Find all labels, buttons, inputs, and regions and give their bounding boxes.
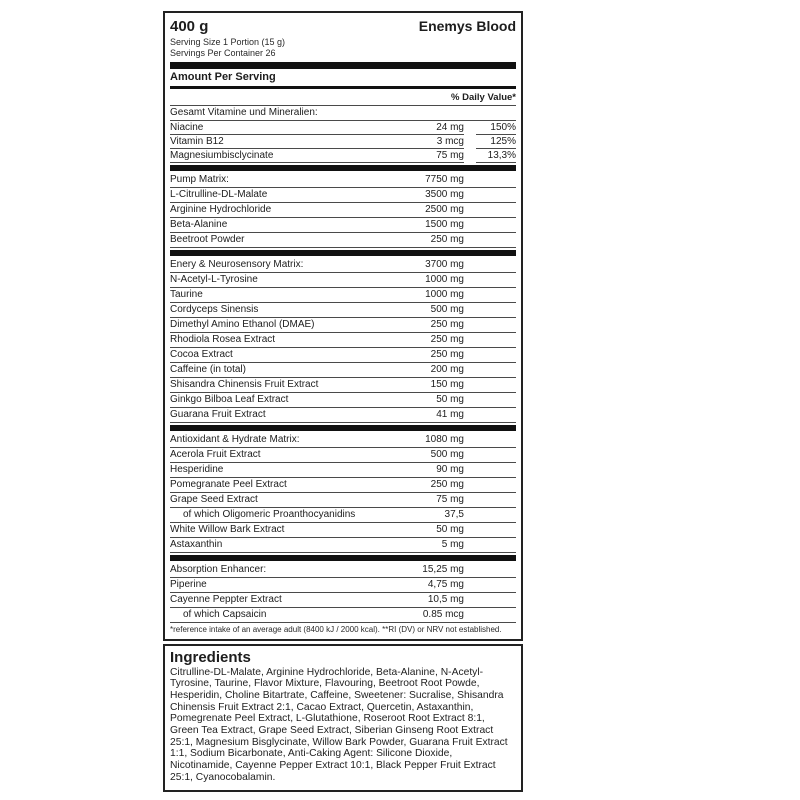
facts-row-dv: [476, 563, 516, 577]
facts-row-amount: 3700 mg: [425, 259, 464, 270]
facts-row: [170, 149, 516, 163]
facts-row: [170, 408, 516, 423]
facts-row-gap: [464, 273, 476, 287]
nutrition-facts-panel: [163, 11, 523, 641]
facts-row-name: Beta-Alanine: [170, 219, 228, 230]
facts-row-gap: [464, 563, 476, 577]
facts-row-amount: 250 mg: [430, 234, 464, 245]
facts-header: [170, 15, 516, 37]
facts-row-gap: [464, 478, 476, 492]
facts-row-gap: [464, 106, 476, 120]
facts-row-gap: [464, 408, 476, 422]
facts-row-gap: [464, 448, 476, 462]
facts-row: [170, 333, 516, 348]
facts-row-amount: 250 mg: [430, 349, 464, 360]
daily-value-header: % Daily Value*: [170, 91, 516, 106]
facts-row-gap: [464, 258, 476, 272]
divider-bar-medium: [170, 86, 516, 89]
facts-row-name: Enery & Neurosensory Matrix:: [170, 259, 304, 270]
facts-row-name: Absorption Enhancer:: [170, 564, 267, 575]
amount-per-serving-label: Amount Per Serving: [170, 71, 276, 83]
ingredients-title: Ingredients: [170, 648, 251, 666]
facts-row-gap: [464, 173, 476, 187]
facts-row-gap: [464, 433, 476, 447]
facts-row-amount: 3500 mg: [425, 189, 464, 200]
facts-row-amount: 24 mg: [394, 121, 464, 135]
facts-row-amount: 250 mg: [430, 334, 464, 345]
facts-row-amount: 4,75 mg: [427, 579, 464, 590]
facts-row-name: Antioxidant & Hydrate Matrix:: [170, 434, 300, 445]
section-divider-bar: [170, 555, 516, 561]
facts-row-name: Gesamt Vitamine und Mineralien:: [170, 107, 318, 118]
facts-row-dv: [476, 508, 516, 522]
ingredients-panel: [163, 644, 523, 792]
facts-row: [170, 318, 516, 333]
facts-row-dv: [476, 578, 516, 592]
facts-row-name: Grape Seed Extract: [170, 494, 258, 505]
product-name: Enemys Blood: [418, 18, 516, 34]
facts-row-amount: 250 mg: [430, 479, 464, 490]
facts-row-gap: [464, 393, 476, 407]
facts-row: [170, 563, 516, 578]
facts-row-name: Taurine: [170, 289, 203, 300]
facts-row-amount: 50 mg: [436, 394, 464, 405]
section-divider-bar: [170, 250, 516, 256]
facts-row-amount: 10,5 mg: [427, 594, 464, 605]
facts-row-dv: 150%: [476, 121, 516, 135]
facts-row-amount: 1080 mg: [425, 434, 464, 445]
facts-row-dv: [476, 408, 516, 422]
facts-row-gap: [464, 593, 476, 607]
facts-row: [170, 218, 516, 233]
facts-row-name: Ginkgo Bilboa Leaf Extract: [170, 394, 289, 405]
facts-row: [170, 348, 516, 363]
facts-row-gap: [464, 493, 476, 507]
facts-row-name: Guarana Fruit Extract: [170, 409, 266, 420]
facts-row-dv: [476, 378, 516, 392]
facts-row-amount: 50 mg: [436, 524, 464, 535]
facts-row-amount: 41 mg: [436, 409, 464, 420]
facts-row: [170, 538, 516, 553]
facts-row-dv: [476, 433, 516, 447]
facts-row-name: White Willow Bark Extract: [170, 524, 285, 535]
facts-row-amount: 3 mcg: [394, 135, 464, 149]
facts-row: [170, 303, 516, 318]
facts-row-name: Magnesiumbisclycinate: [170, 149, 394, 163]
facts-row-name: Vitamin B12: [170, 135, 394, 149]
reference-intake-footnote: *reference intake of an average adult (8400 kJ / 2000 kcal). **RI (DV) or NRV not established.: [170, 625, 502, 634]
net-weight: 400 g: [170, 18, 209, 35]
facts-row: [170, 273, 516, 288]
facts-row-dv: [476, 188, 516, 202]
facts-row: [170, 363, 516, 378]
facts-row-name: of which Oligomeric Proanthocyanidins: [183, 509, 356, 520]
facts-row: [170, 448, 516, 463]
section-divider-bar: [170, 165, 516, 171]
facts-row-amount: 1500 mg: [425, 219, 464, 230]
facts-row-gap: [464, 203, 476, 217]
facts-row-amount: 37,5: [444, 509, 464, 520]
servings-per-container: Servings Per Container 26: [170, 48, 276, 58]
facts-row-gap: [464, 121, 476, 135]
facts-row-gap: [464, 333, 476, 347]
facts-row-dv: [476, 478, 516, 492]
facts-row-dv: [476, 303, 516, 317]
facts-row-dv: [476, 288, 516, 302]
facts-row-dv: [476, 538, 516, 552]
facts-row-dv: [476, 318, 516, 332]
facts-row-dv: [476, 233, 516, 247]
facts-row-dv: [476, 258, 516, 272]
facts-row-name: Shisandra Chinensis Fruit Extract: [170, 379, 319, 390]
facts-rows: [170, 106, 516, 623]
facts-row-amount: [394, 106, 464, 120]
facts-row-gap: [464, 218, 476, 232]
facts-row-amount: 500 mg: [430, 449, 464, 460]
facts-row-amount: 1000 mg: [425, 289, 464, 300]
facts-row-gap: [464, 463, 476, 477]
facts-row-name: Dimethyl Amino Ethanol (DMAE): [170, 319, 315, 330]
supplement-label: [163, 11, 523, 792]
facts-row-gap: [464, 363, 476, 377]
facts-row-name: Acerola Fruit Extract: [170, 449, 261, 460]
facts-row: [170, 578, 516, 593]
facts-row: [170, 173, 516, 188]
facts-row-dv: [476, 493, 516, 507]
facts-row-dv: 13,3%: [476, 149, 516, 163]
facts-row-name: Niacine: [170, 121, 394, 135]
facts-row-amount: 90 mg: [436, 464, 464, 475]
facts-row-gap: [464, 538, 476, 552]
facts-row-gap: [464, 523, 476, 537]
facts-row: [170, 593, 516, 608]
facts-row-name: Caffeine (in total): [170, 364, 246, 375]
facts-row-dv: [476, 106, 516, 120]
facts-row: [170, 203, 516, 218]
facts-row-gap: [464, 608, 476, 622]
facts-row-name: Cayenne Peppter Extract: [170, 594, 282, 605]
serving-size: Serving Size 1 Portion (15 g): [170, 37, 286, 47]
facts-row-amount: 75 mg: [436, 494, 464, 505]
facts-row-dv: [476, 333, 516, 347]
facts-row-name: Cordyceps Sinensis: [170, 304, 259, 315]
facts-row-dv: [476, 393, 516, 407]
facts-row: [170, 121, 516, 135]
facts-row-name: N-Acetyl-L-Tyrosine: [170, 274, 258, 285]
facts-row: [170, 463, 516, 478]
facts-row-name: Astaxanthin: [170, 539, 223, 550]
section-divider-bar: [170, 425, 516, 431]
facts-row-gap: [464, 348, 476, 362]
facts-row-amount: 5 mg: [441, 539, 464, 550]
facts-row: [170, 135, 516, 149]
facts-row-name: Piperine: [170, 579, 207, 590]
facts-row: [170, 478, 516, 493]
facts-row-name: Beetroot Powder: [170, 234, 245, 245]
facts-row-name: Cocoa Extract: [170, 349, 233, 360]
facts-row-amount: 2500 mg: [425, 204, 464, 215]
facts-row-dv: [476, 593, 516, 607]
facts-row-amount: 75 mg: [394, 149, 464, 163]
facts-row-gap: [464, 508, 476, 522]
facts-row-amount: 150 mg: [430, 379, 464, 390]
facts-row-dv: [476, 608, 516, 622]
facts-row-dv: [476, 348, 516, 362]
facts-row-name: Arginine Hydrochloride: [170, 204, 272, 215]
facts-row: [170, 433, 516, 448]
facts-row-dv: [476, 218, 516, 232]
facts-row-amount: 500 mg: [430, 304, 464, 315]
facts-row-dv: [476, 363, 516, 377]
facts-row-name: of which Capsaicin: [183, 609, 267, 620]
facts-row-amount: 0.85 mcg: [422, 609, 464, 620]
facts-row-amount: 7750 mg: [425, 174, 464, 185]
facts-row-gap: [464, 149, 476, 163]
facts-row: [170, 106, 516, 121]
facts-row: [170, 188, 516, 203]
facts-row-dv: [476, 463, 516, 477]
ingredients-text: Citrulline-DL-Malate, Arginine Hydrochloride, Beta-Alanine, N-Acetyl-Tyrosine, Taurine, Flavor Mixture, Flavouring, Beetroot Root Powde, Hesperidin, Choline Bitartrate, Caffeine, Sweetener: Sucralise, Shisandra Chinensis Fruit Extract 2:1, Cacao Extract, Quercetin, Astaxanthin, Pomegrenate Peel Extract, L-Glutathione, Roseroot Root Extract 8:1, Green Tea Extract, Grape Seed Extract, Siberian Ginseng Root Extract 25:1, Magnesium Bisglycinate, Willow Bark Powder, Guarana Fruit Extract 1:1, Sodium Bicarbonate, Anti-Caking Agent: Silicone Dioxide, Nicotinamide, Cayenne Pepper Extract 10:1, Black Pepper Fruit Extract 25:1, Cyanocobalamin.: [170, 666, 508, 783]
facts-row-gap: [464, 135, 476, 149]
facts-row: [170, 523, 516, 538]
facts-row-dv: [476, 523, 516, 537]
facts-row: [170, 508, 516, 523]
facts-row-amount: 200 mg: [430, 364, 464, 375]
facts-row: [170, 493, 516, 508]
facts-row-name: Hesperidine: [170, 464, 224, 475]
facts-row-dv: 125%: [476, 135, 516, 149]
facts-row-name: Rhodiola Rosea Extract: [170, 334, 276, 345]
facts-row-amount: 250 mg: [430, 319, 464, 330]
divider-bar-thick: [170, 62, 516, 69]
facts-row-dv: [476, 448, 516, 462]
facts-row-dv: [476, 273, 516, 287]
facts-row: [170, 378, 516, 393]
facts-row-dv: [476, 173, 516, 187]
facts-row-name: Pomegranate Peel Extract: [170, 479, 287, 490]
facts-row-gap: [464, 378, 476, 392]
facts-row: [170, 393, 516, 408]
facts-row-gap: [464, 188, 476, 202]
facts-row-gap: [464, 578, 476, 592]
facts-row-name: Pump Matrix:: [170, 174, 229, 185]
facts-row-gap: [464, 233, 476, 247]
facts-row-amount: 15,25 mg: [422, 564, 464, 575]
facts-row: [170, 258, 516, 273]
facts-row-dv: [476, 203, 516, 217]
facts-row: [170, 288, 516, 303]
facts-row-name: L-Citrulline-DL-Malate: [170, 189, 268, 200]
facts-row-gap: [464, 303, 476, 317]
facts-row: [170, 608, 516, 623]
facts-row-gap: [464, 288, 476, 302]
facts-row: [170, 233, 516, 248]
facts-row-amount: 1000 mg: [425, 274, 464, 285]
facts-row-gap: [464, 318, 476, 332]
